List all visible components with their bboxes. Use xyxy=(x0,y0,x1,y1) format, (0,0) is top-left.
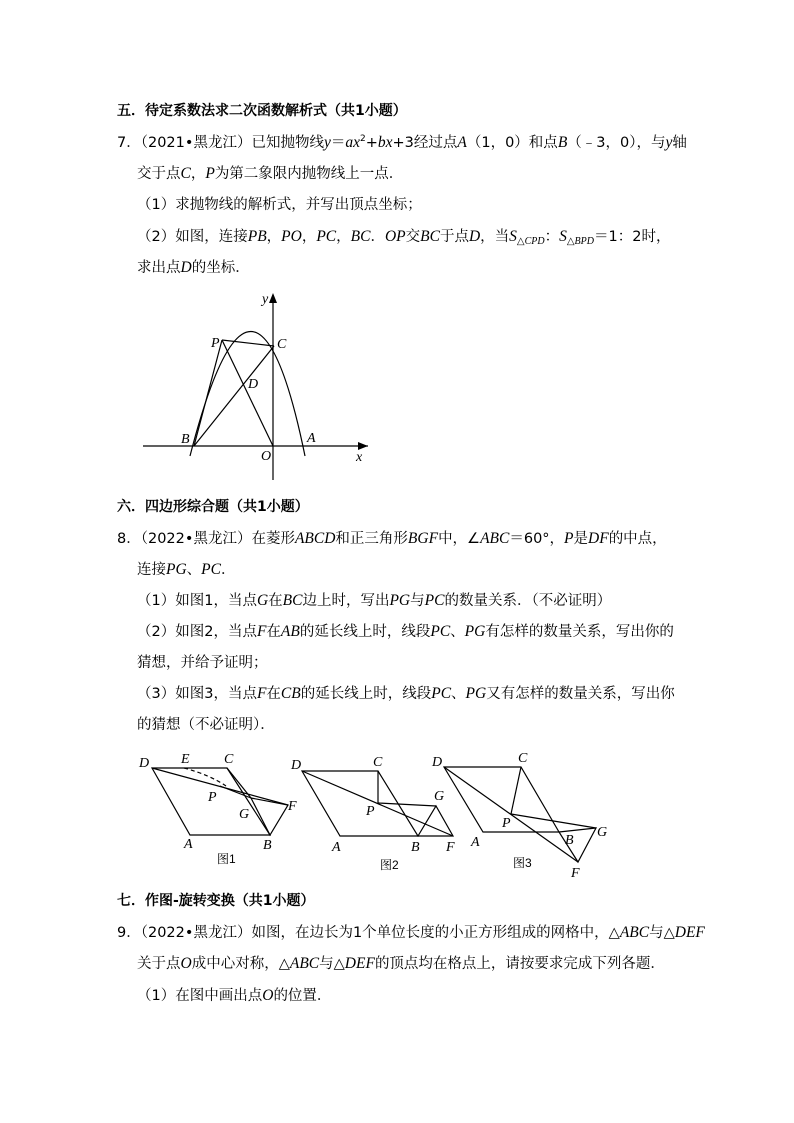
label-b: B xyxy=(181,432,190,447)
text: 有怎样的数量关系，写出你的 xyxy=(485,624,674,640)
fig1-label-d: D xyxy=(139,756,150,771)
segment-label: CB xyxy=(280,685,301,702)
text: ，当 xyxy=(480,229,510,245)
math: + xyxy=(365,135,378,151)
fig3-caption: 图3 xyxy=(513,856,532,870)
math: y xyxy=(323,134,331,151)
text: 是 xyxy=(573,531,589,547)
shape-label: ABCD xyxy=(294,530,336,547)
fig2-label-p: P xyxy=(366,804,375,819)
question-8-part-2-line-2: 猜想，并给予证明； xyxy=(137,655,268,671)
angle-label: ABC xyxy=(480,530,510,547)
point-label: A xyxy=(457,134,467,151)
segment-label: PG xyxy=(389,592,411,609)
segment-label: OP xyxy=(384,228,406,245)
text: （2）如图，连接 xyxy=(137,229,248,245)
text: ＝60°， xyxy=(509,531,565,547)
label-o: O xyxy=(261,449,272,464)
triangle-bgf-2 xyxy=(418,806,453,836)
question-number: 7． xyxy=(117,135,141,151)
segment-label: BC xyxy=(350,228,371,245)
math-exponent: 2 xyxy=(359,134,366,144)
text: 、 xyxy=(450,624,465,640)
question-8-part-3-line-2: 的猜想（不必证明）． xyxy=(137,717,275,733)
text: 中，∠ xyxy=(438,531,481,547)
shape-label: ABC xyxy=(619,924,650,941)
segment-pg-3 xyxy=(511,814,596,828)
segment-label: PC xyxy=(431,685,452,702)
text: 的延长线上时，线段 xyxy=(300,686,432,702)
math: y xyxy=(665,134,673,151)
question-source: （2022•黑龙江） xyxy=(140,531,252,547)
text: 经过点 xyxy=(413,135,458,151)
fig3-label-g: G xyxy=(597,825,608,840)
segment-pg-2 xyxy=(378,803,436,806)
section-heading-6: 六．四边形综合题（共1小题） xyxy=(117,499,309,515)
text: 关于点 xyxy=(137,956,181,972)
question-source: （2022•黑龙江） xyxy=(140,925,252,941)
label-c: C xyxy=(277,337,287,352)
math: S xyxy=(509,228,517,245)
text: ， xyxy=(336,229,351,245)
section-heading-5: 五．待定系数法求二次函数解析式（共1小题） xyxy=(117,103,407,119)
fig1-label-f: F xyxy=(288,799,297,814)
text: 连接 xyxy=(137,562,166,578)
figure-2 xyxy=(302,771,453,836)
math-subscript: △BPD xyxy=(566,236,594,247)
segment-label: DF xyxy=(588,530,609,547)
point-label: O xyxy=(180,955,192,972)
fig1-label-c: C xyxy=(224,752,234,767)
point-label: G xyxy=(256,592,269,609)
point-label: P xyxy=(564,530,574,547)
math: ax xyxy=(345,134,360,151)
fig2-label-d: D xyxy=(291,758,302,773)
segment-label: PC xyxy=(316,228,337,245)
fig2-label-g: G xyxy=(434,789,445,804)
text: 在菱形 xyxy=(251,531,295,547)
shape-label: BGF xyxy=(407,530,439,547)
text: 的中点， xyxy=(608,531,667,547)
fig1-label-p: P xyxy=(208,790,217,805)
question-7-part-1: （1）求抛物线的解析式，并写出顶点坐标； xyxy=(137,197,422,213)
question-9-line-2 xyxy=(137,954,665,974)
text: ． xyxy=(370,229,385,245)
fig2-label-a: A xyxy=(332,840,341,855)
segment-label: PB xyxy=(247,228,267,245)
text: 的坐标． xyxy=(191,260,250,276)
fig2-label-f: F xyxy=(446,840,455,855)
text: （3）如图3，当点 xyxy=(137,686,257,702)
text: 与△ xyxy=(649,925,675,941)
label-a: A xyxy=(307,431,316,446)
label-p: P xyxy=(211,336,220,351)
fig1-label-b: B xyxy=(263,838,272,853)
fig2-caption: 图2 xyxy=(380,858,399,872)
fig3-label-f: F xyxy=(571,866,580,881)
segment-label: PG xyxy=(465,685,487,702)
shape-label: DEF xyxy=(344,955,375,972)
fig3-label-a: A xyxy=(471,835,480,850)
text: 如图，在边长为1个单位长度的小正方形组成的网格中，△ xyxy=(251,925,620,941)
section-heading-7: 七．作图-旋转变换（共1小题） xyxy=(117,893,315,909)
fig2-label-b: B xyxy=(411,840,420,855)
text: 的位置． xyxy=(273,988,332,1004)
text: （﹣3，0），与 xyxy=(567,135,666,151)
text: 为第二象限内抛物线上一点． xyxy=(214,166,404,182)
text: 、 xyxy=(451,686,466,702)
label-y: y xyxy=(262,292,269,307)
segment-label: PO xyxy=(281,228,302,245)
fig3-label-d: D xyxy=(432,755,443,770)
point-label: F xyxy=(256,623,267,640)
text: 的数量关系．（不必证明） xyxy=(444,593,612,609)
text: 和正三角形 xyxy=(335,531,408,547)
text: 成中心对称，△ xyxy=(191,956,290,972)
question-9-part-1 xyxy=(137,986,331,1006)
point-label: D xyxy=(180,259,192,276)
text: 的顶点均在格点上，请按要求完成下列各题． xyxy=(374,956,665,972)
dashed-pe-1 xyxy=(184,768,226,786)
segment-label: PG xyxy=(166,561,187,578)
segment-label: PG xyxy=(464,623,486,640)
text: ． xyxy=(220,562,236,578)
fig3-label-p: P xyxy=(502,816,511,831)
text: 在 xyxy=(268,593,283,609)
text: 轴 xyxy=(672,135,687,151)
math: bx xyxy=(377,134,393,151)
fig2-label-c: C xyxy=(373,755,383,770)
segment-label: BC xyxy=(282,592,303,609)
shape-label: ABC xyxy=(289,955,320,972)
text: ， xyxy=(301,229,317,245)
label-d: D xyxy=(248,377,259,392)
fig1-label-a: A xyxy=(184,837,193,852)
text: （1）在图中画出点 xyxy=(137,988,263,1004)
segment-label: BC xyxy=(420,228,440,245)
question-source: （2021•黑龙江） xyxy=(140,135,252,151)
fig1-label-g: G xyxy=(239,807,250,822)
text: 、 xyxy=(186,562,202,578)
text: ： xyxy=(544,229,560,245)
text: （1，0）和点 xyxy=(466,135,558,151)
point-label: O xyxy=(262,987,274,1004)
question-number: 8． xyxy=(117,531,141,547)
segment-label: PC xyxy=(424,592,445,609)
fig3-label-b: B xyxy=(565,833,574,848)
text: 的延长线上时，线段 xyxy=(299,624,431,640)
text: 又有怎样的数量关系，写出你 xyxy=(486,686,675,702)
segment-pc-3 xyxy=(511,767,521,814)
question-number: 9． xyxy=(117,925,141,941)
text: 与△ xyxy=(319,956,345,972)
text: ＝1：2时， xyxy=(594,229,671,245)
rhombus-abcd-2 xyxy=(302,771,418,836)
point-label: P xyxy=(205,165,215,182)
point-label: C xyxy=(180,165,191,182)
text: 在 xyxy=(266,686,281,702)
shape-label: DEF xyxy=(674,924,705,941)
label-x: x xyxy=(356,450,363,465)
text: （1）如图1，当点 xyxy=(137,593,257,609)
point-label: B xyxy=(557,134,568,151)
fig1-caption: 图1 xyxy=(217,852,236,866)
text: 于点 xyxy=(439,229,469,245)
math: +3 xyxy=(392,135,414,151)
fig1-label-e: E xyxy=(181,752,190,767)
text: 与 xyxy=(410,593,425,609)
text: 求出点 xyxy=(137,260,181,276)
text: ， xyxy=(266,229,282,245)
text: 在 xyxy=(266,624,281,640)
fig3-label-c: C xyxy=(518,751,528,766)
question-9-line-1 xyxy=(117,923,705,943)
text: 已知抛物线 xyxy=(251,135,324,151)
math-subscript: △CPD xyxy=(516,236,545,247)
text: 交 xyxy=(405,229,421,245)
point-label: D xyxy=(468,228,481,245)
figure-1 xyxy=(152,768,288,835)
math: S xyxy=(559,228,567,245)
text: 交于点 xyxy=(137,166,181,182)
text: （2）如图2，当点 xyxy=(137,624,257,640)
math: ＝ xyxy=(330,135,346,151)
text: ， xyxy=(190,166,206,182)
segment-label: PC xyxy=(430,623,451,640)
point-label: F xyxy=(256,685,267,702)
segment-label: AB xyxy=(280,623,300,640)
segment-label: PC xyxy=(201,561,221,578)
text: 边上时，写出 xyxy=(302,593,390,609)
